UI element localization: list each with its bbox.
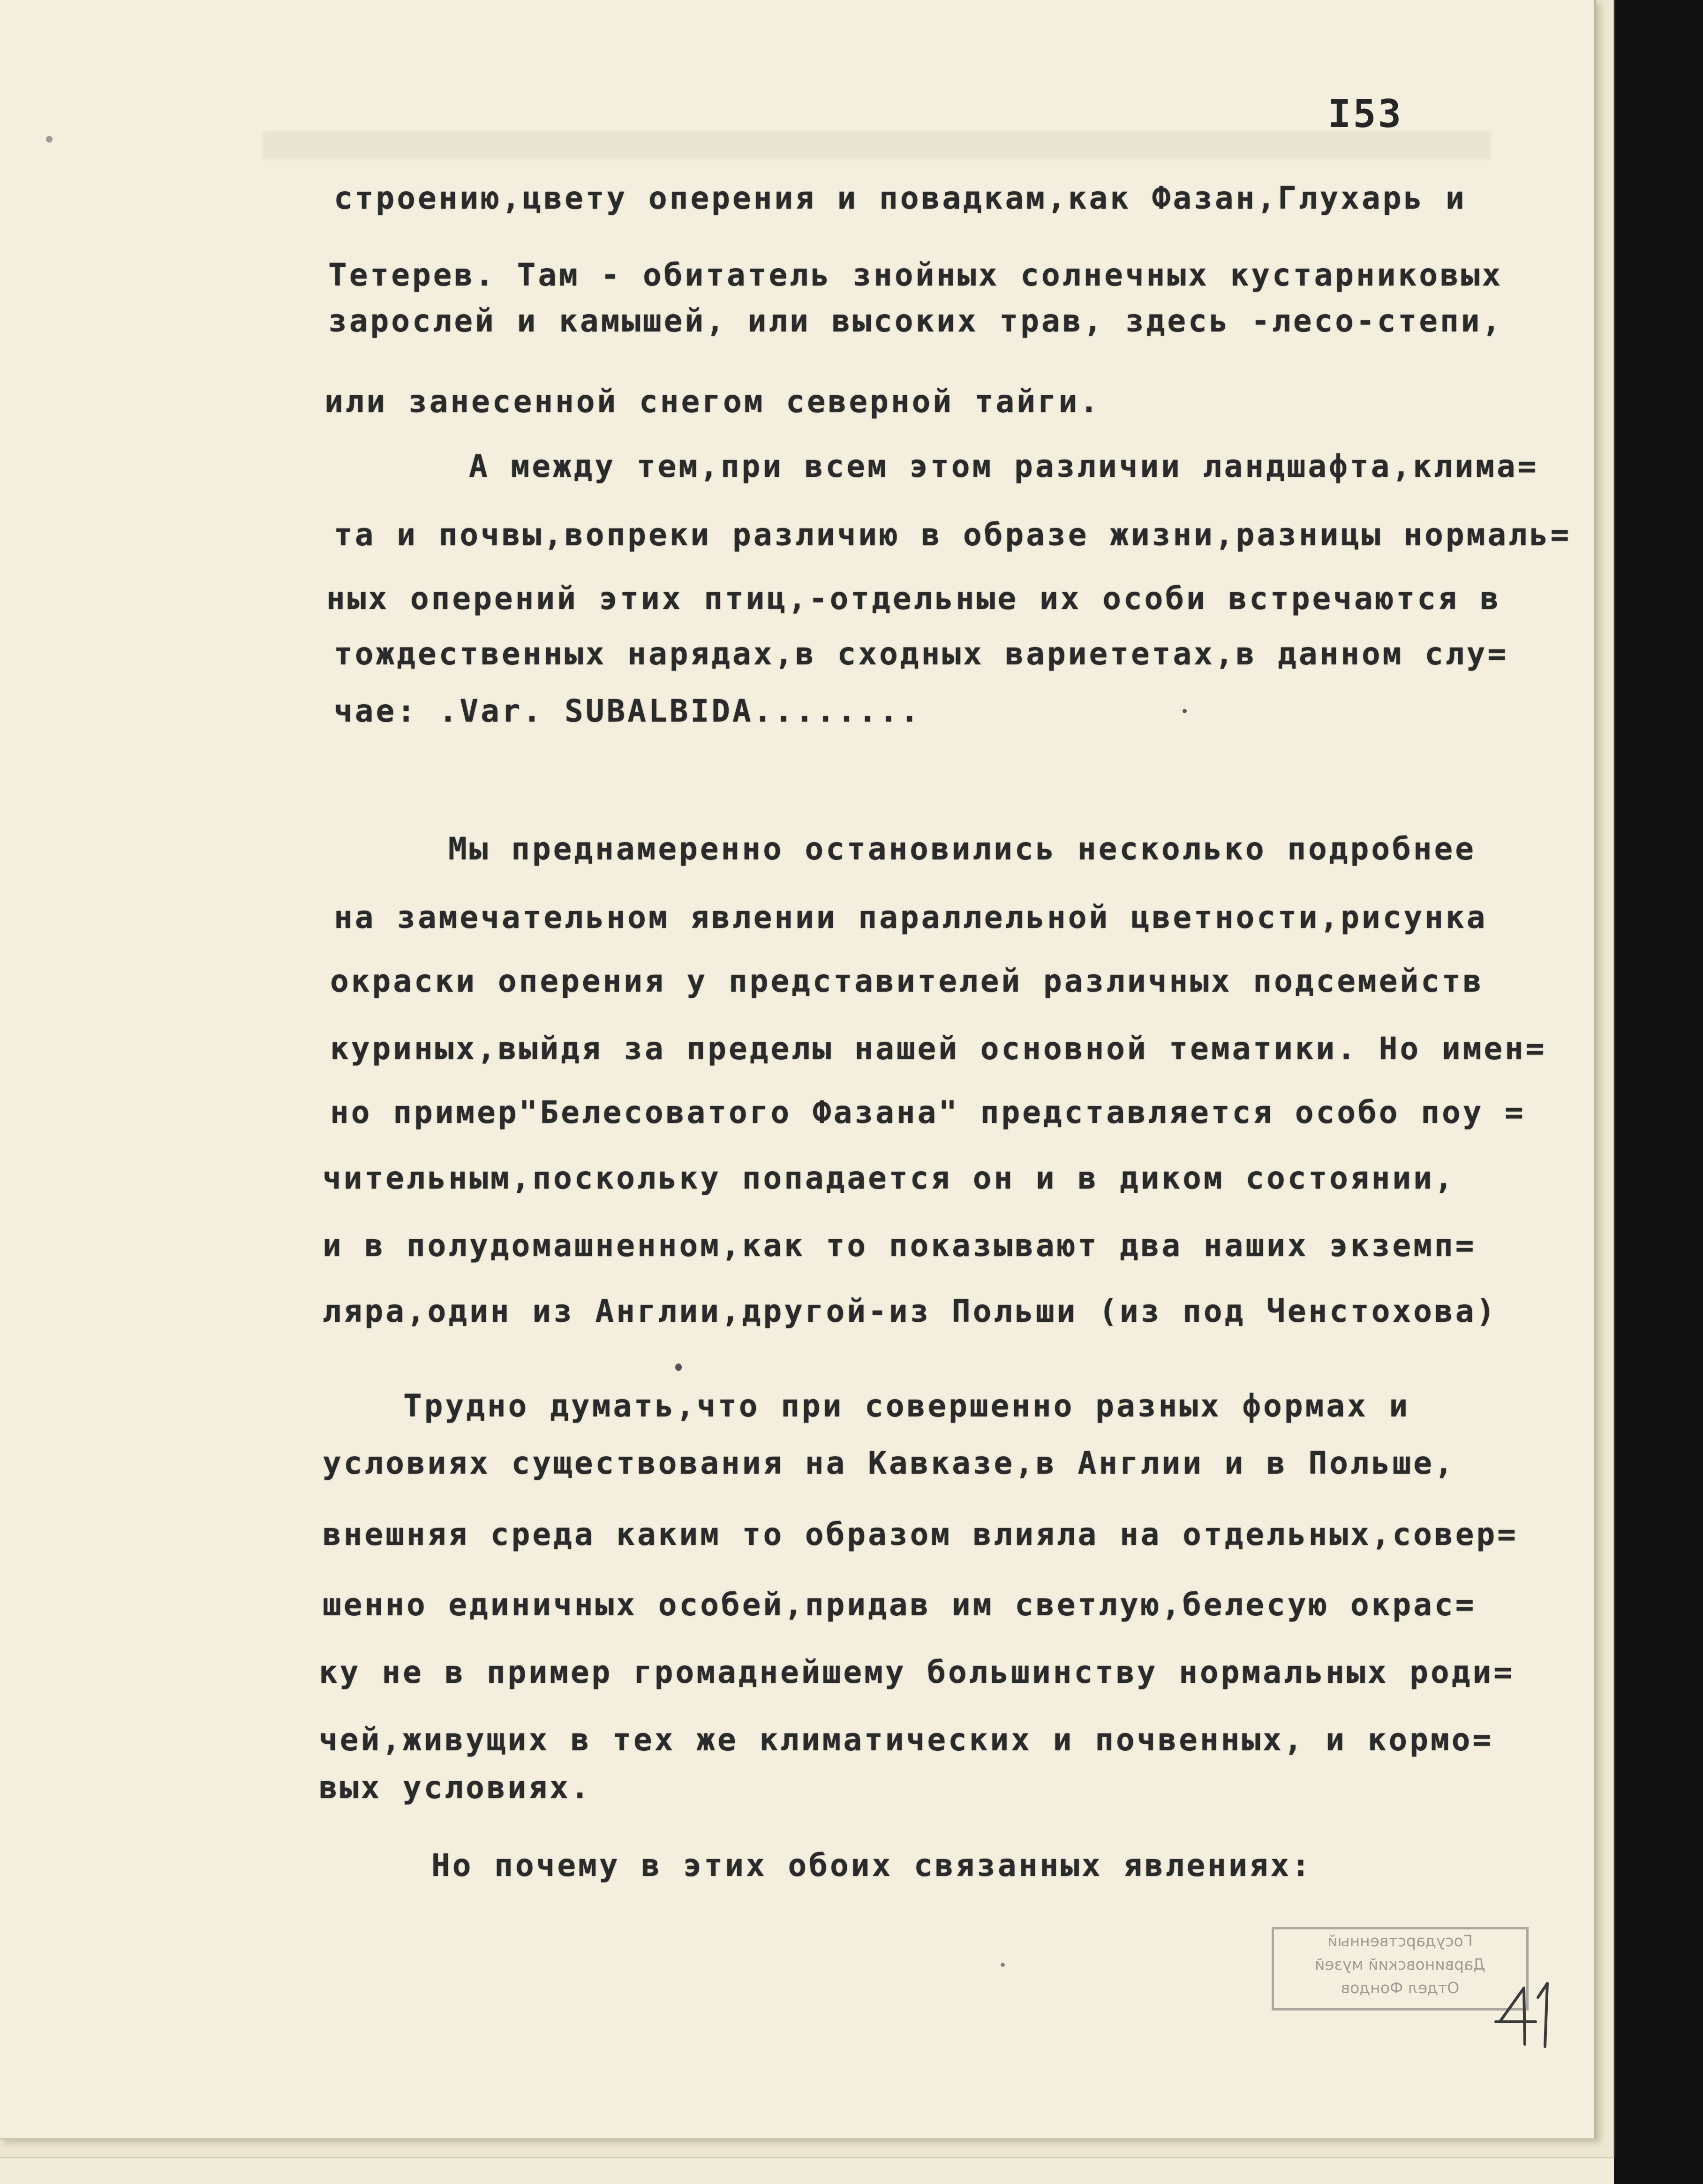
paper-speck xyxy=(1183,709,1187,713)
text-line: и в полудомашненном,как то показывают два наших экземп= xyxy=(323,1228,1477,1264)
text-line: та и почвы,вопреки различию в образе жизни,разницы нормаль= xyxy=(334,517,1572,553)
stamp-line: Дарвиновский музей xyxy=(1314,1955,1486,1973)
paper-speck xyxy=(675,1363,682,1371)
stamp-line: Государственный xyxy=(1327,1932,1473,1950)
text-line: А между тем,при всем этом различии ландшафта,клима= xyxy=(469,448,1539,484)
text-line: чительным,поскольку попадается он и в диком состоянии, xyxy=(323,1160,1455,1196)
text-line: чей,живущих в тех же климатических и почвенных, и кормо= xyxy=(319,1722,1494,1758)
paper-speck xyxy=(1001,1963,1005,1967)
text-line: Но почему в этих обоих связанных явлениях: xyxy=(431,1847,1312,1883)
text-line: ных оперений этих птиц,-отдельные их особи встречаются в xyxy=(326,580,1501,617)
text-line: внешняя среда каким то образом влияла на отдельных,совер= xyxy=(323,1516,1518,1552)
text-line: на замечательном явлении параллельной цветности,рисунка xyxy=(334,899,1488,935)
text-line: Мы преднамеренно остановились несколько подробнее xyxy=(448,831,1477,867)
text-line: строению,цвету оперения и повадкам,как Фазан,Глухарь и xyxy=(334,180,1467,216)
text-line: условиях существования на Кавказе,в Англии и в Польше, xyxy=(323,1445,1455,1481)
text-line: чае: .Var. SUBALBIDA........ xyxy=(334,693,921,729)
text-line: Тетерев. Там - обитатель знойных солнечных кустарниковых xyxy=(328,257,1503,293)
text-line: окраски оперения у представителей различных подсемейств xyxy=(330,963,1484,999)
text-line: или занесенной снегом северной тайги. xyxy=(324,384,1101,420)
stamp-line: Отдел Фондов xyxy=(1341,1979,1460,1997)
text-line: ляра,один из Англии,другой-из Польши (из под Ченстохова) xyxy=(323,1293,1498,1329)
archive-stamp xyxy=(1272,1927,1529,2011)
text-line: но пример"Белесоватого Фазана" представляется особо поу = xyxy=(330,1094,1526,1130)
show-through xyxy=(263,131,1491,159)
text-line: зарослей и камышей, или высоких трав, здесь -лесо-степи, xyxy=(328,303,1503,339)
paper-speck xyxy=(46,136,53,143)
handwritten-folio-mark xyxy=(1491,1969,1561,2054)
text-line: вых условиях. xyxy=(319,1770,592,1806)
text-line: Трудно думать,что при совершенно разных формах и xyxy=(403,1388,1410,1424)
text-line: ку не в пример громаднейшему большинству нормальных роди= xyxy=(319,1654,1515,1690)
text-line: тождественных нарядах,в сходных вариететах,в данном слу= xyxy=(334,636,1509,672)
dark-background xyxy=(1614,0,1703,2184)
text-line: шенно единичных особей,придав им светлую,белесую окрас= xyxy=(323,1587,1477,1623)
text-line: куриных,выйдя за пределы нашей основной тематики. Но имен= xyxy=(330,1031,1547,1067)
page-number: I53 xyxy=(1328,92,1403,136)
